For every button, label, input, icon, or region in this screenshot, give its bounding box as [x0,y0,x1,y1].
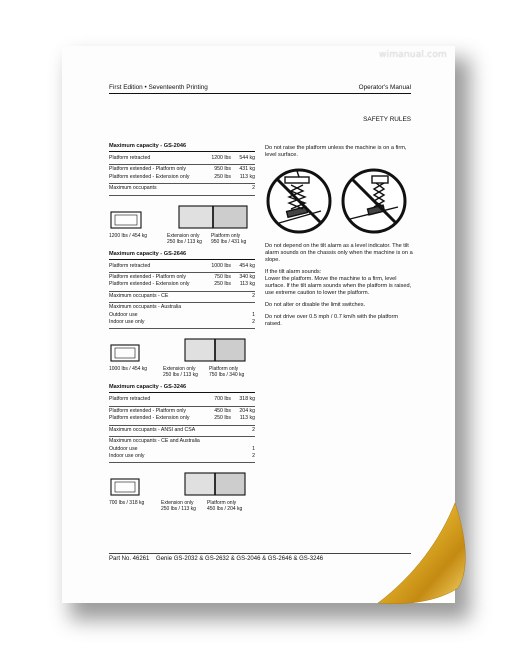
table-group [109,407,255,426]
table-group [109,303,255,329]
row-kg: 431 kg [239,166,255,173]
manual-page [62,46,455,603]
row-value: 2 [252,452,255,459]
caption-extension [161,500,207,512]
row-value: 1 [252,311,255,318]
table-title: Maximum capacity - GS-3246 [109,384,255,393]
row-label: Maximum occupants [109,185,157,192]
row-lbs: 250 lbs [214,173,231,180]
row-value: 2 [252,426,255,433]
row-lbs: 250 lbs [214,281,231,288]
section-title: SAFETY RULES [363,116,411,123]
model-list: Genie GS-2032 & GS-2632 & GS-2046 & GS-2646 & GS-3246 [156,556,324,562]
table-group [109,165,255,184]
table-row [109,185,255,192]
row-label: Indoor use only [109,452,145,459]
capacity-table-gs3246 [109,384,255,512]
row-label: Outdoor use [109,311,138,318]
row-label: Platform retracted [109,262,151,269]
row-label: Indoor use only [109,319,145,326]
row-lbs: 1000 lbs [211,262,231,269]
table-title: Maximum capacity - GS-2046 [109,143,255,152]
row-label: Platform extended - Platform only [109,166,186,173]
table-group [109,184,255,195]
row-lbs: 750 lbs [214,274,231,281]
row-kg: 113 kg [239,281,255,288]
platform-diagrams [109,335,255,363]
row-label: Platform retracted [109,396,151,403]
part-number: Part No. 46261 [109,556,150,562]
row-value: 2 [252,185,255,192]
caption-line: 950 lbs / 431 kg [211,238,247,245]
page-footer [109,556,328,562]
caption-line: 250 lbs / 113 kg [167,238,202,245]
table-row [109,155,255,162]
platform-diagrams [109,202,255,230]
manual-title: Operator's Manual [358,84,411,91]
rule-tilt-alarm: Do not depend on the tilt alarm as a level indicator. The tilt alarm sounds on the chassis only when the machine is on a slope. [265,243,413,263]
caption-line: 250 lbs / 113 kg [163,372,198,379]
caption-line: Platform only [209,366,239,373]
caption-line: Extension only [161,500,194,507]
table-row [109,415,255,422]
diagram-captions [109,366,255,378]
row-lbs: 450 lbs [214,407,231,414]
diagram-captions [109,500,255,512]
caption-platform [211,233,246,245]
caption-extension [167,233,211,245]
row-label: Maximum occupants - ANSI and CSA [109,426,196,433]
caption-line: Platform only [207,500,237,507]
capacity-table-gs2646 [109,251,255,379]
table-row [109,263,255,270]
watermark: wimanual.com [378,50,447,60]
rule-tilt-sounds-heading: If the tilt alarm sounds: [265,269,322,275]
table-group [109,262,255,273]
row-label: Outdoor use [109,445,138,452]
caption-platform [207,500,242,512]
row-label: Maximum occupants - Australia [109,304,182,311]
tilted-lift-prohibited-icon [265,167,333,235]
table-row [109,446,255,453]
table-row [109,438,255,445]
table-row [109,274,255,281]
diagram-captions [109,233,255,245]
safety-rules-column [265,145,413,333]
table-row [109,174,255,181]
header-rule [109,93,411,94]
table-group [109,292,255,303]
table-row [109,408,255,415]
warning-illustrations [265,167,413,235]
table-group [109,154,255,165]
row-label: Platform extended - Extension only [109,415,190,422]
footer-rule [109,553,411,554]
rule-drive-speed: Do not drive over 0.5 mph / 0.7 km/h with the platform raised. [265,314,399,327]
row-value: 1 [252,445,255,452]
platform-diagrams [109,469,255,497]
lift-on-slope-prohibited-icon [340,167,408,235]
table-row [109,312,255,319]
caption-extension [163,366,209,378]
caption-line: Platform only [211,232,241,239]
table-row [109,166,255,173]
table-group [109,426,255,437]
row-kg: 204 kg [239,407,255,414]
row-kg: 318 kg [239,396,255,403]
caption-retracted: 1000 lbs / 454 kg [109,366,148,373]
row-lbs: 250 lbs [214,415,231,422]
row-value: 2 [252,319,255,326]
capacity-column [109,143,255,518]
caption-line: 450 lbs / 204 kg [207,506,243,513]
caption-line: Extension only [163,366,196,373]
table-title: Maximum capacity - GS-2646 [109,251,255,260]
row-label: Platform extended - Extension only [109,281,190,288]
row-label: Maximum occupants - CE and Australia [109,438,200,445]
row-kg: 544 kg [239,155,255,161]
table-row [109,453,255,460]
row-lbs: 1200 lbs [211,155,231,161]
caption-line: Extension only [167,232,200,239]
row-kg: 340 kg [239,274,255,281]
caption-retracted: 1200 lbs / 454 kg [109,232,148,239]
platform-diagram-icon [109,202,255,230]
caption-line: 250 lbs / 113 kg [161,506,196,513]
rule-tilt-sounds-action: Lower the platform. Move the machine to a firm, level surface. If the tilt alarm sounds when the platform is raised, use extreme caution to lower the platform. [265,276,412,296]
row-kg: 113 kg [239,415,255,422]
capacity-table-gs2046 [109,143,255,245]
table-group [109,395,255,406]
rule-limit-switches: Do not alter or disable the limit switches. [265,302,366,308]
caption-platform [209,366,244,378]
edition-label: First Edition • Seventeenth Printing [109,84,208,91]
table-group [109,437,255,463]
table-row [109,293,255,300]
row-label: Platform retracted [109,155,151,161]
table-row [109,427,255,434]
row-label: Platform extended - Extension only [109,173,190,180]
row-lbs: 950 lbs [214,166,231,173]
rule-firm-level-surface: Do not raise the platform unless the machine is on a firm, level surface. [265,145,407,158]
platform-diagram-icon [109,335,255,363]
table-row [109,319,255,326]
caption-retracted: 700 lbs / 318 kg [109,500,145,507]
row-kg: 454 kg [239,262,255,269]
platform-diagram-icon [109,469,255,497]
row-label: Platform extended - Platform only [109,274,186,281]
row-label: Maximum occupants - CE [109,292,169,299]
table-group [109,273,255,292]
row-lbs: 700 lbs [214,396,231,403]
row-label: Platform extended - Platform only [109,407,186,414]
table-row [109,396,255,403]
row-value: 2 [252,292,255,299]
row-kg: 113 kg [239,173,255,180]
table-row [109,304,255,311]
table-row [109,281,255,288]
caption-line: 750 lbs / 340 kg [209,372,245,379]
